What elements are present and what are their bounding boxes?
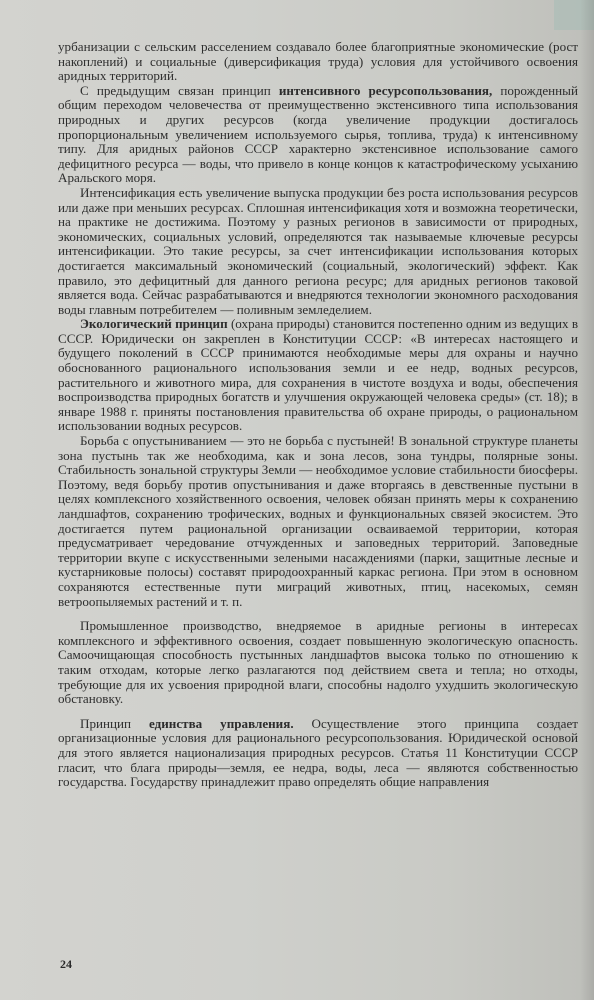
text-segment: Промышленное производство, внедряемое в аридные регионы в интересах комплексного и эффективного освоения, создает повышенную экологическую опасность. Самоочищающая способность пустынных ландшафтов высока только по отношению к таким отходам, которые легко разлагаются под действием света и тепла; но отходы, требующие для их усвоения природной влаги, способны надолго ухудшить экологическую обстановку. bbox=[58, 618, 578, 707]
term-ecological-principle: Экологический принцип bbox=[80, 316, 228, 332]
paragraph-6 bbox=[58, 619, 578, 707]
text-segment: урбанизации с сельским расселением создавало более благоприятные экономические (рост накоплений) и социальные (диверсификация труда) условия для устойчивого освоения аридных территорий. bbox=[58, 39, 578, 84]
text-segment: Интенсификация есть увеличение выпуска продукции без роста использования ресурсов или даже при меньших ресурсах. Сплошная интенсификация хотя и возможна теоретически, на практике не достижима. Поэтому у разных регионов в зависимости от природных, экономических, социальных условий, определяются так называемые ключевые ресурсы интенсификации. Это такие ресурсы, за счет интенсификации использования которых достигается максимальный экономический (социальный, экологический) эффект. Как правило, это дефицитный для данного региона ресурс; для аридных регионов таковой является вода. Сейчас разрабатываются и внедряются технологии экономного расходования воды главным потребителем — поливным земледелием. bbox=[58, 184, 578, 317]
text-segment: (охрана природы) становится постепенно одним из ведущих в СССР. Юридически он закреплен в Конституции СССР: «В интересах настоящего и будущего поколений в СССР принимаются необходимые меры для охраны и научно обоснованного рационального использования земли и ее недр, водных ресурсов, растительного и животного мира, для сохранения в чистоте воздуха и воды, обеспечения воспроизводства природных богатств и улучшения окружающей человека среды» (ст. 18); в январе 1988 г. приняты постановления правительства об охране природы, о рациональном использовании водных ресурсов. bbox=[58, 316, 578, 434]
paragraph-3 bbox=[58, 186, 578, 317]
page-shadow bbox=[580, 0, 594, 1000]
paragraph-2 bbox=[58, 84, 578, 186]
page-number: 24 bbox=[60, 957, 72, 971]
term-unity-of-management: единства управления. bbox=[149, 715, 294, 731]
text-segment: Осуществление этого принципа создает организационные условия для рационального ресурсопользования. Юридической основой для этого является национализация природных ресурсов. Статья 11 Конституции СССР гласит, что блага природы—земля, ее недра, воды, леса — являются собственностью государства. Государству принадлежит право определять общие направления bbox=[58, 715, 578, 790]
text-segment: порожденный общим переходом человечества от преимущественно экстенсивного типа использования природных и других ресурсов (когда увеличение продукции достигалось пропорциональным увеличением используемого сырья, топлива, труда) к интенсивному типу. Для аридных районов СССР характерно экстенсивное использование самого дефицитного ресурса — воды, что привело в конце концов к катастрофическому усыханию Аральского моря. bbox=[58, 82, 578, 186]
text-segment: С предыдущим связан принцип bbox=[80, 82, 279, 98]
paragraph-4 bbox=[58, 317, 578, 434]
text-segment: Принцип bbox=[80, 715, 149, 731]
paragraph-5 bbox=[58, 434, 578, 609]
term-intensive-resource-use: интенсивного ресурсопользования, bbox=[278, 82, 493, 98]
paragraph-1 bbox=[58, 40, 578, 84]
page-text bbox=[58, 40, 578, 790]
text-segment: Борьба с опустыниванием — это не борьба с пустыней! В зональной структуре планеты зона пустынь так же необходима, как и зона лесов, зона тундры, полярные зоны. Стабильность зональной структуры Земли — необходимое условие стабильности биосферы. Поэтому, ведя борьбу против опустынивания и даже вторгаясь в девственные пустыни в целях комплексного хозяйственного освоения, человек обязан принять меры к сохранению ландшафтов, сохранению трофических, водных и функциональных связей экосистем. Это достигается путем рациональной организации осваиваемой территории, которая предусматривает чередование отчужденных и заповедных территорий. Заповедные территории вкупе с искусственными зелеными насаждениями (парки, защитные лесные и кустарниковые полосы) составят природоохранный каркас региона. При этом в основном сохраняются естественные пути миграций животных, птиц, насекомых, семян ветроопыляемых растений и т. п. bbox=[58, 433, 578, 609]
paragraph-7 bbox=[58, 717, 578, 790]
